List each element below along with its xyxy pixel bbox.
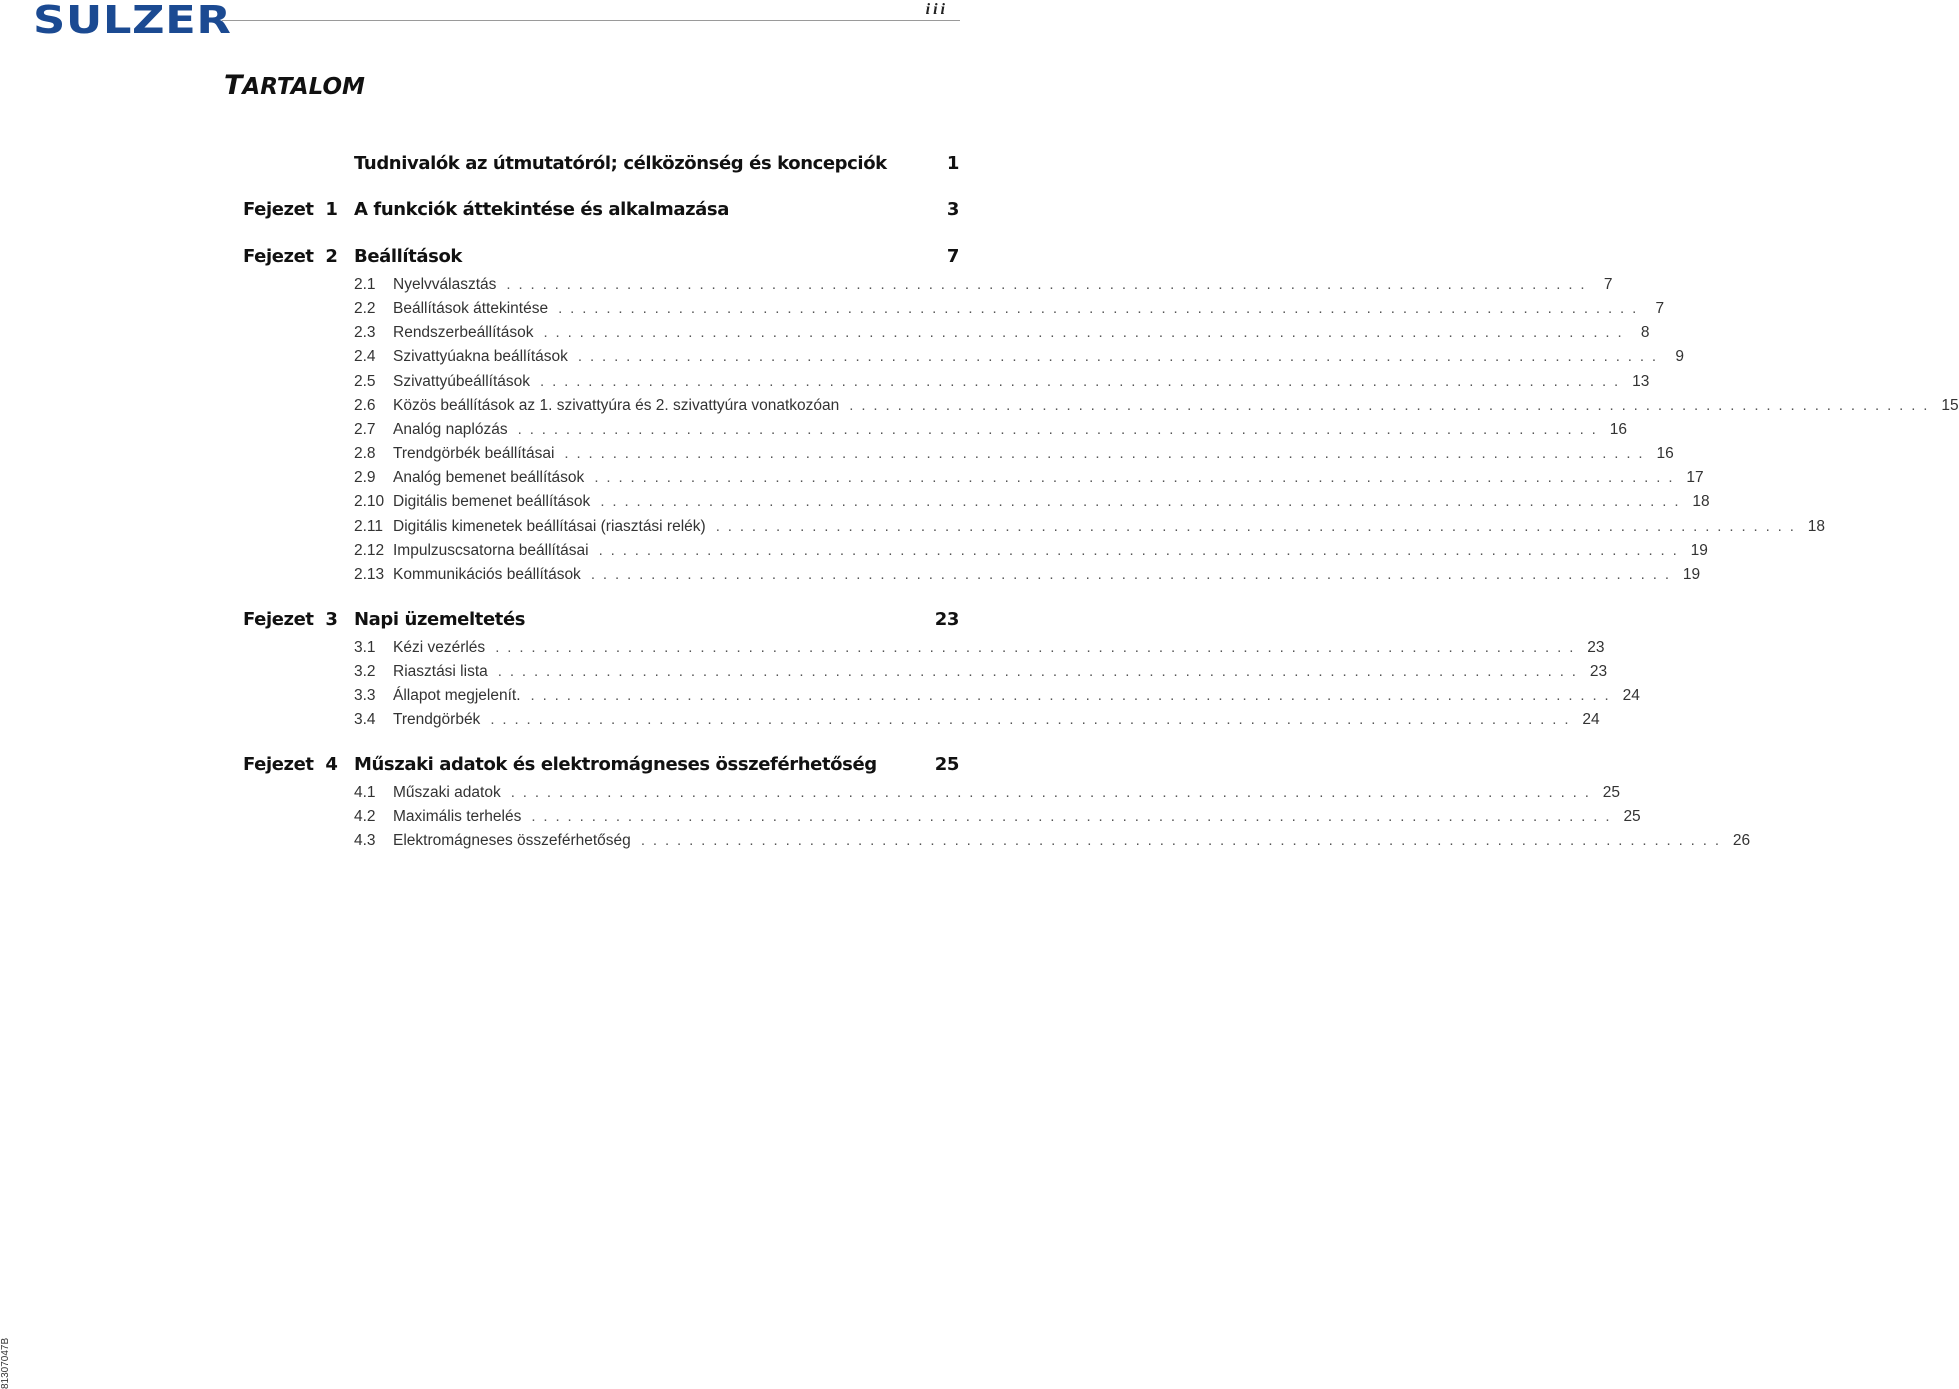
- section-number: 2.7: [354, 420, 376, 438]
- chapter-title: A funkciók áttekintése és alkalmazása: [354, 199, 729, 220]
- section-number: 2.1: [354, 276, 376, 293]
- section-title: Digitális kimenetek beállításai (riasztási relék): [393, 517, 706, 535]
- section-page: 19: [1682, 565, 1701, 583]
- section-number: 2.10: [354, 493, 385, 511]
- section-page: 7: [1655, 300, 1665, 318]
- dot-leader: ..........................................................................................: [543, 324, 1630, 342]
- toc-section-entry[interactable]: [354, 784, 1621, 808]
- section-title: Kézi vezérlés: [393, 639, 486, 656]
- dot-leader: ..........................................................................................: [530, 687, 1617, 705]
- toc-section-entry[interactable]: [354, 276, 1613, 300]
- section-page: 17: [1686, 469, 1704, 487]
- toc-section-entry[interactable]: [354, 493, 1710, 517]
- toc-chapter-entry[interactable]: [0, 609, 960, 637]
- dot-leader: ..........................................................................................: [849, 396, 1936, 414]
- section-title: Elektromágneses összeférhetőség: [393, 832, 631, 850]
- dot-leader: ..........................................................................................: [577, 348, 1664, 366]
- chapter-label: Fejezet 3: [243, 609, 338, 630]
- section-title: Analóg bemenet beállítások: [393, 469, 585, 487]
- dot-leader: ..........................................................................................: [510, 784, 1597, 801]
- toc-section-entry[interactable]: [354, 663, 1608, 687]
- chapter-page: 3: [946, 199, 959, 220]
- section-number: 2.5: [354, 372, 376, 390]
- toc-chapter-entry[interactable]: [0, 246, 960, 274]
- section-number: 2.2: [354, 300, 376, 318]
- chapter-title: Napi üzemeltetés: [354, 609, 526, 630]
- chapter-title: Beállítások: [354, 246, 462, 267]
- section-page: 9: [1675, 348, 1684, 366]
- toc-section-entry[interactable]: [354, 372, 1650, 397]
- chapter-title: Műszaki adatok és elektromágneses összeférhetőség: [354, 754, 877, 775]
- toc-section-entry[interactable]: [354, 565, 1701, 590]
- toc-title: TARTALOM: [224, 70, 365, 101]
- section-title: Trendgörbék: [393, 711, 481, 729]
- section-number: 3.1: [354, 639, 376, 656]
- toc-section-entry[interactable]: [354, 711, 1600, 735]
- toc-chapter-entry[interactable]: [0, 199, 960, 227]
- toc-section-entry[interactable]: [354, 517, 1826, 542]
- section-title: Maximális terhelés: [393, 808, 522, 826]
- section-number: 3.4: [354, 711, 376, 729]
- dot-leader: ..........................................................................................: [564, 445, 1651, 463]
- toc-section-entry[interactable]: [354, 639, 1605, 663]
- section-page: 13: [1632, 372, 1650, 390]
- document-code: 81307047B: [0, 1337, 11, 1389]
- chapter-page: 1: [946, 153, 959, 174]
- section-page: 19: [1690, 541, 1708, 559]
- header-rule: [222, 20, 960, 21]
- dot-leader: ..........................................................................................: [497, 663, 1584, 681]
- section-title: Szivattyúbeállítások: [393, 372, 530, 390]
- section-title: Kommunikációs beállítások: [393, 565, 581, 583]
- toc-section-entry[interactable]: [354, 687, 1640, 711]
- section-title: Rendszerbeállítások: [393, 324, 534, 342]
- section-page: 23: [1589, 663, 1608, 681]
- dot-leader: ..........................................................................................: [600, 493, 1687, 511]
- section-number: 3.2: [354, 663, 376, 681]
- section-page: 15: [1941, 396, 1959, 414]
- toc-intro-entry[interactable]: [0, 153, 960, 181]
- toc-section-entry[interactable]: [354, 300, 1665, 324]
- section-number: 4.3: [354, 832, 376, 850]
- section-number: 4.2: [354, 808, 376, 826]
- chapter-page: 23: [934, 609, 959, 630]
- dot-leader: ..........................................................................................: [594, 469, 1681, 487]
- section-title: Digitális bemenet beállítások: [393, 493, 591, 511]
- toc-section-entry[interactable]: [354, 445, 1674, 469]
- section-title: Nyelvválasztás: [393, 276, 497, 293]
- dot-leader: ..........................................................................................: [598, 541, 1685, 559]
- toc-section-entry[interactable]: [354, 469, 1704, 493]
- dot-leader: ..........................................................................................: [531, 808, 1618, 826]
- toc-section-entry[interactable]: [354, 420, 1627, 445]
- dot-leader: ..........................................................................................: [540, 372, 1627, 390]
- section-page: 24: [1582, 711, 1600, 729]
- chapter-page: 25: [934, 754, 959, 775]
- toc-section-entry[interactable]: [354, 808, 1641, 832]
- section-number: 2.11: [354, 517, 384, 535]
- toc-section-entry[interactable]: [354, 832, 1751, 856]
- dot-leader: ..........................................................................................: [490, 711, 1577, 729]
- dot-leader: ..........................................................................................: [558, 300, 1645, 318]
- section-page: 16: [1609, 420, 1627, 438]
- section-title: Trendgörbék beállításai: [393, 445, 555, 463]
- toc-section-entry[interactable]: [354, 348, 1684, 372]
- section-title: Műszaki adatok: [393, 784, 501, 801]
- section-page: 26: [1732, 832, 1751, 850]
- section-page: 25: [1602, 784, 1621, 801]
- section-number: 2.9: [354, 469, 376, 487]
- sulzer-logo: SULZER: [33, 0, 232, 42]
- page-number: iii: [925, 1, 948, 18]
- section-page: 23: [1587, 639, 1605, 656]
- toc-chapter-entry[interactable]: [0, 754, 960, 782]
- section-number: 4.1: [354, 784, 376, 801]
- section-title: Analóg naplózás: [393, 420, 508, 438]
- chapter-page: 7: [946, 246, 959, 267]
- section-number: 2.13: [354, 565, 385, 583]
- section-page: 18: [1692, 493, 1710, 511]
- section-page: 16: [1656, 445, 1674, 463]
- section-title: Szivattyúakna beállítások: [393, 348, 568, 366]
- section-title: Impulzuscsatorna beállításai: [393, 541, 589, 559]
- section-number: 3.3: [354, 687, 376, 705]
- toc-section-entry[interactable]: [354, 396, 1959, 421]
- dot-leader: ..........................................................................................: [715, 517, 1802, 535]
- dot-leader: ..........................................................................................: [517, 420, 1604, 438]
- dot-leader: ..........................................................................................: [590, 565, 1677, 583]
- section-page: 24: [1622, 687, 1640, 705]
- chapter-label: Fejezet 2: [243, 246, 338, 267]
- chapter-label: Fejezet 4: [243, 754, 338, 775]
- section-title: Riasztási lista: [393, 663, 488, 681]
- section-title: Közös beállítások az 1. szivattyúra és 2. szivattyúra vonatkozóan: [393, 396, 840, 414]
- chapter-label: Fejezet 1: [243, 199, 338, 220]
- section-number: 2.3: [354, 324, 376, 342]
- section-page: 25: [1623, 808, 1641, 826]
- dot-leader: ..........................................................................................: [495, 639, 1582, 656]
- section-number: 2.6: [354, 396, 376, 414]
- toc-section-entry[interactable]: [354, 324, 1650, 348]
- toc-section-entry[interactable]: [354, 541, 1708, 566]
- section-page: 18: [1807, 517, 1826, 535]
- section-number: 2.4: [354, 348, 376, 366]
- section-page: 8: [1640, 324, 1650, 342]
- chapter-title: Tudnivalók az útmutatóról; célközönség és koncepciók: [354, 153, 887, 174]
- dot-leader: ..........................................................................................: [640, 832, 1727, 850]
- section-number: 2.12: [354, 541, 385, 559]
- section-title: Állapot megjelenít.: [393, 687, 521, 705]
- dot-leader: ..........................................................................................: [506, 276, 1593, 293]
- section-page: 7: [1603, 276, 1613, 293]
- section-number: 2.8: [354, 445, 376, 463]
- section-title: Beállítások áttekintése: [393, 300, 549, 318]
